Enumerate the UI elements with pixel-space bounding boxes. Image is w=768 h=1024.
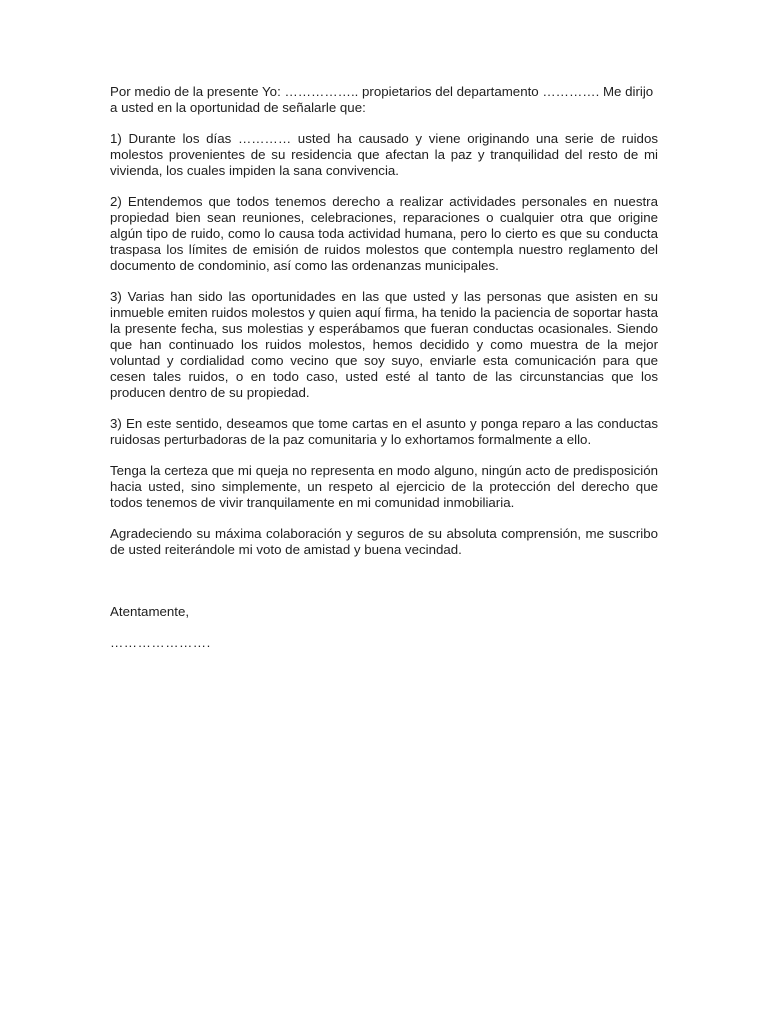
paragraph-certainty: Tenga la certeza que mi queja no representa en modo alguno, ningún acto de predisposición hacia usted, sino simplemente, un respeto al ejercicio de la protección del derecho que todos tenemos de vivir tranquilamente en mi comunidad inmobiliaria. xyxy=(110,463,658,510)
letter-closing: Atentamente, xyxy=(110,604,190,619)
paragraph-thanks: Agradeciendo su máxima colaboración y seguros de su absoluta comprensión, me suscribo de usted reiterándole mi voto de amistad y buena vecindad. xyxy=(110,526,658,557)
paragraph-request: 3) En este sentido, deseamos que tome cartas en el asunto y ponga reparo a las conductas ruidosas perturbadoras de la paz comunitaria y lo exhortamos formalmente a ello. xyxy=(110,416,658,447)
signature-line: …………………. xyxy=(110,635,211,650)
paragraph-noise-days: 1) Durante los días ………… usted ha causado y viene originando una serie de ruidos molestos provenientes de su residencia que afectan la paz y tranquilidad del resto de mi vivienda, los cuales impiden la sana convivencia. xyxy=(110,131,658,178)
paragraph-occasions: 3) Varias han sido las oportunidades en las que usted y las personas que asisten en su inmueble emiten ruidos molestos y quien aquí firma, ha tenido la paciencia de soportar hasta la presente fecha, sus molestias y esperábamos que fueran conductas ocasionales. Siendo que han continuado los ruidos molestos, hemos decidido y como muestra de la mejor voluntad y cordialidad como vecino que soy suyo, enviarle esta comunicación para que cesen tales ruidos, o en todo caso, usted esté al tanto de las circunstancias que los producen dentro de su propiedad. xyxy=(110,289,658,400)
closing-spacer xyxy=(110,573,658,604)
paragraph-rights: 2) Entendemos que todos tenemos derecho a realizar actividades personales en nuestra propiedad bien sean reuniones, celebraciones, reparaciones o cualquier otra que origine algún tipo de ruido, como lo causa toda actividad humana, pero lo cierto es que su conducta traspasa los límites de emisión de ruidos molestos que contempla nuestro reglamento del documento de condominio, así como las ordenanzas municipales. xyxy=(110,194,658,273)
letter-intro: Por medio de la presente Yo: …………….. propietarios del departamento …………. Me dirijo a usted en la oportunidad de señalarle que: xyxy=(110,84,654,115)
letter-page xyxy=(110,84,658,651)
